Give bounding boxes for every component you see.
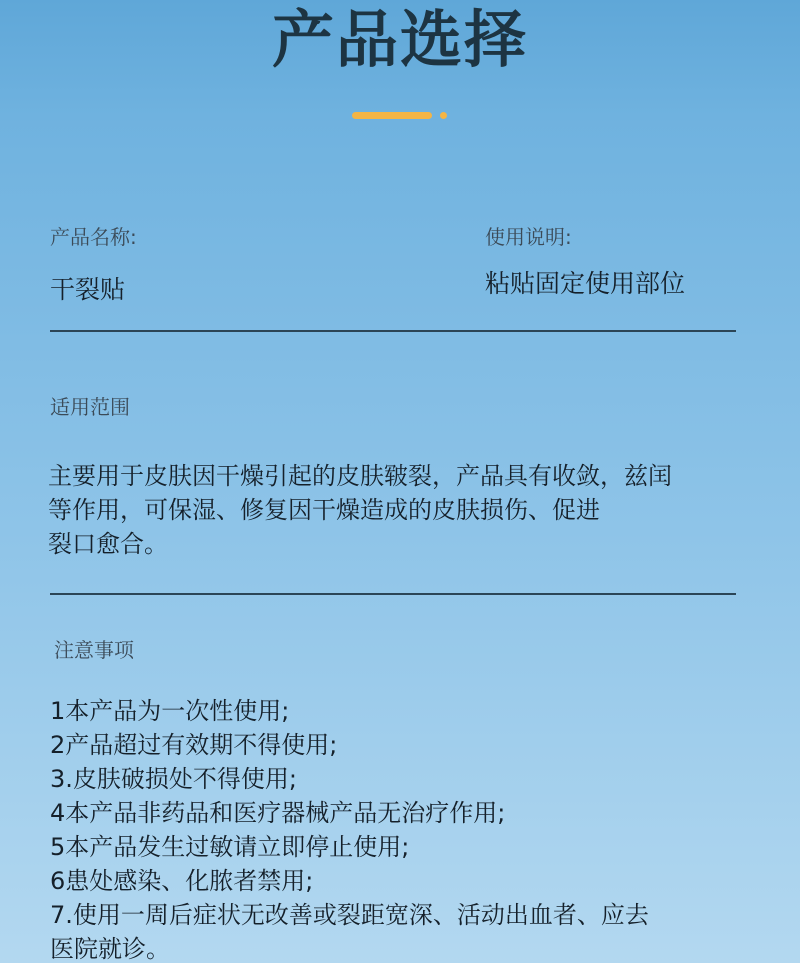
notes-item: 5本产品发生过敏请立即停止使用; <box>50 833 410 861</box>
notes-item: 3.皮肤破损处不得使用; <box>50 765 297 793</box>
title-underline-dot <box>440 112 447 119</box>
divider <box>50 330 736 332</box>
notes-item: 7.使用一周后症状无改善或裂距宽深、活动出血者、应去 <box>50 901 649 929</box>
scope-label: 适用范围 <box>50 395 130 419</box>
product-name-label: 产品名称: <box>50 225 137 249</box>
notes-item: 6患处感染、化脓者禁用; <box>50 867 314 895</box>
notes-item: 4本产品非药品和医疗器械产品无治疗作用; <box>50 799 506 827</box>
scope-line: 等作用，可保湿、修复因干燥造成的皮肤损伤、促进 <box>48 496 600 524</box>
page-title: 产品选择 <box>271 3 528 76</box>
scope-line: 裂口愈合。 <box>48 530 168 558</box>
product-name-value: 干裂贴 <box>50 275 126 304</box>
usage-label: 使用说明: <box>485 225 572 249</box>
usage-value: 粘贴固定使用部位 <box>485 269 686 298</box>
title-underline-bar <box>352 112 432 119</box>
scope-text <box>48 459 768 561</box>
notes-label: 注意事项 <box>54 638 134 662</box>
notes-item: 医院就诊。 <box>50 935 170 963</box>
divider <box>50 593 736 595</box>
title-decoration <box>352 112 452 120</box>
notes-item: 2产品超过有效期不得使用; <box>50 731 338 759</box>
scope-line: 主要用于皮肤因干燥引起的皮肤皲裂，产品具有收敛，兹闰 <box>48 462 672 490</box>
notes-item: 1本产品为一次性使用; <box>50 697 290 725</box>
notes-list <box>50 694 790 963</box>
